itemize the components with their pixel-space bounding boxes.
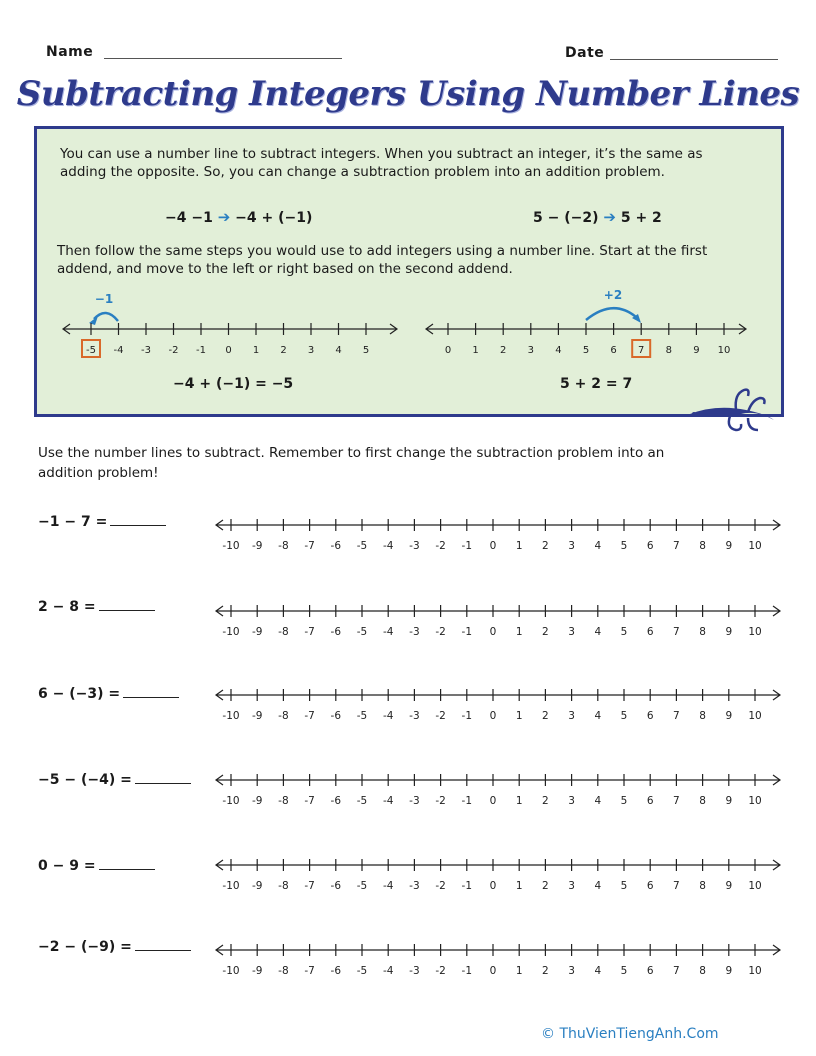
tick-label: 4 xyxy=(594,965,602,977)
tick-label: -3 xyxy=(409,795,420,807)
flourish-ornament-icon xyxy=(686,384,778,436)
problem-5-text: 0 − 9 = xyxy=(38,858,96,874)
tick-label: -4 xyxy=(113,345,124,356)
tick-label: -3 xyxy=(409,880,420,892)
example-number-line-2 xyxy=(423,286,753,366)
tick-label: -7 xyxy=(304,880,315,892)
tick-label: 2 xyxy=(542,540,549,552)
problem-2 xyxy=(38,598,155,615)
tick-label: -2 xyxy=(435,626,446,638)
steps-line-2: addend, and move to the left or right based on the second addend. xyxy=(57,261,513,277)
problem-4 xyxy=(38,771,191,788)
tick-label: 1 xyxy=(515,965,523,977)
problem-3 xyxy=(38,685,179,702)
tick-label: -4 xyxy=(382,965,394,977)
tick-label: 10 xyxy=(748,965,762,977)
intro-line-1: You can use a number line to subtract integers. When you subtract an integer, it’s the same as xyxy=(60,146,703,162)
tick-label: -5 xyxy=(86,345,96,356)
tick-label: -8 xyxy=(278,626,289,638)
tick-label: -2 xyxy=(435,965,446,977)
tick-label: -4 xyxy=(382,795,394,807)
tick-label: 3 xyxy=(568,626,575,638)
tick-label: 9 xyxy=(725,710,733,722)
tick-label: 3 xyxy=(307,345,315,356)
tick-label: 0 xyxy=(489,965,497,977)
tick-label: 7 xyxy=(673,710,680,722)
example-2 xyxy=(533,208,662,226)
tick-label: -4 xyxy=(382,710,394,722)
tick-label: 1 xyxy=(515,880,523,892)
jump-arc xyxy=(586,308,636,320)
problem-1-text: −1 − 7 = xyxy=(38,514,108,530)
tick-label: -9 xyxy=(251,880,263,892)
tick-label: -3 xyxy=(409,540,420,552)
tick-label: 6 xyxy=(646,880,654,892)
tick-label: 3 xyxy=(527,345,534,356)
tick-label: -7 xyxy=(304,540,315,552)
problem-2-text: 2 − 8 = xyxy=(38,599,96,615)
tick-label: -2 xyxy=(435,710,446,722)
tick-label: -1 xyxy=(461,795,473,807)
problem-1 xyxy=(38,513,166,530)
page-title: Subtracting Integers Using Number Lines xyxy=(16,74,800,114)
tick-label: 1 xyxy=(252,345,260,356)
tick-label: 2 xyxy=(500,345,507,356)
tick-label: -2 xyxy=(435,540,446,552)
number-line-5 xyxy=(216,859,780,892)
tick-label: 9 xyxy=(725,965,733,977)
tick-label: 4 xyxy=(594,795,602,807)
intro-line-2: adding the opposite. So, you can change a subtraction problem into an addition problem. xyxy=(60,164,665,180)
tick-label: 5 xyxy=(362,345,370,356)
number-line-1 xyxy=(216,519,780,552)
tick-label: 10 xyxy=(748,880,762,892)
tick-label: -2 xyxy=(168,345,179,356)
tick-label: 10 xyxy=(748,710,762,722)
number-line-4 xyxy=(216,774,780,807)
number-line-3 xyxy=(216,689,780,722)
tick-label: 3 xyxy=(568,965,575,977)
tick-label: -3 xyxy=(141,345,151,356)
tick-label: 7 xyxy=(673,965,680,977)
example-number-line-1 xyxy=(60,286,405,366)
tick-label: -4 xyxy=(382,540,394,552)
tick-label: -6 xyxy=(330,795,342,807)
tick-label: -8 xyxy=(278,965,289,977)
jump-label: −1 xyxy=(94,292,114,306)
tick-label: -1 xyxy=(461,626,473,638)
tick-label: 2 xyxy=(542,710,549,722)
example-1-subtraction: −4 −1 xyxy=(165,210,213,226)
problem-5 xyxy=(38,857,155,874)
tick-label: 7 xyxy=(673,626,680,638)
number-line-6 xyxy=(216,944,780,977)
tick-label: 2 xyxy=(280,345,287,356)
tick-label: 7 xyxy=(673,880,680,892)
tick-label: -6 xyxy=(330,965,342,977)
tick-label: 8 xyxy=(699,965,706,977)
tick-label: -8 xyxy=(278,540,289,552)
example-2-subtraction: 5 − (−2) xyxy=(533,210,599,226)
tick-label: 0 xyxy=(489,880,497,892)
tick-label: 9 xyxy=(725,880,733,892)
tick-label: 7 xyxy=(673,540,680,552)
tick-label: 6 xyxy=(646,795,654,807)
tick-label: 5 xyxy=(620,710,628,722)
tick-label: 1 xyxy=(515,710,523,722)
tick-label: -1 xyxy=(461,540,473,552)
tick-label: 2 xyxy=(542,880,549,892)
tick-label: 1 xyxy=(515,540,523,552)
tick-label: 5 xyxy=(620,540,628,552)
tick-label: 8 xyxy=(699,710,706,722)
tick-label: -9 xyxy=(251,710,263,722)
tick-label: 6 xyxy=(646,626,654,638)
tick-label: -9 xyxy=(251,540,263,552)
tick-label: 0 xyxy=(225,345,232,356)
tick-label: -7 xyxy=(304,626,315,638)
tick-label: -9 xyxy=(251,795,263,807)
tick-label: 8 xyxy=(699,626,706,638)
tick-label: -1 xyxy=(461,710,473,722)
tick-label: 1 xyxy=(472,345,479,356)
tick-label: 3 xyxy=(568,795,575,807)
tick-label: -4 xyxy=(382,880,394,892)
date-label: Date xyxy=(565,45,605,61)
jump-label: +2 xyxy=(603,288,623,302)
answer-blank[interactable] xyxy=(99,857,155,870)
number-line-2 xyxy=(216,605,780,638)
tick-label: 2 xyxy=(542,795,549,807)
tick-label: -3 xyxy=(409,710,420,722)
tick-label: 8 xyxy=(699,795,706,807)
answer-blank[interactable] xyxy=(135,938,191,951)
tick-label: 9 xyxy=(693,345,700,356)
tick-label: 7 xyxy=(638,345,645,356)
tick-label: 1 xyxy=(515,795,523,807)
answer-blank[interactable] xyxy=(123,685,179,698)
example-1-equation: −4 + (−1) = −5 xyxy=(173,376,294,392)
tick-label: 10 xyxy=(748,626,762,638)
tick-label: 0 xyxy=(489,710,497,722)
copyright-text: © ThuVienTiengAnh.Com xyxy=(541,1026,719,1042)
tick-label: -5 xyxy=(356,880,368,892)
tick-label: 5 xyxy=(582,345,590,356)
tick-label: 9 xyxy=(725,795,733,807)
tick-label: 4 xyxy=(335,345,342,356)
problem-4-text: −5 − (−4) = xyxy=(38,772,132,788)
tick-label: 6 xyxy=(646,710,654,722)
tick-label: -5 xyxy=(356,795,368,807)
answer-blank[interactable] xyxy=(135,771,191,784)
tick-label: 3 xyxy=(568,710,575,722)
tick-label: 10 xyxy=(717,345,731,356)
tick-label: 0 xyxy=(489,795,497,807)
tick-label: 6 xyxy=(646,965,654,977)
tick-label: -5 xyxy=(356,540,368,552)
tick-label: 6 xyxy=(646,540,654,552)
tick-label: -7 xyxy=(304,710,315,722)
tick-label: 10 xyxy=(748,540,762,552)
tick-label: 1 xyxy=(515,626,523,638)
tick-label: 0 xyxy=(489,540,497,552)
example-2-addition: 5 + 2 xyxy=(620,210,662,226)
tick-label: -3 xyxy=(409,965,420,977)
tick-label: 2 xyxy=(542,965,549,977)
tick-label: -10 xyxy=(222,626,240,638)
tick-label: 2 xyxy=(542,626,549,638)
tick-label: 9 xyxy=(725,540,733,552)
instructions-line-1: Use the number lines to subtract. Remember to first change the subtraction problem into an xyxy=(38,445,665,461)
tick-label: -5 xyxy=(356,626,368,638)
name-label: Name xyxy=(46,44,94,60)
tick-label: 4 xyxy=(594,626,602,638)
arrow-right-icon: ➔ xyxy=(603,208,616,226)
tick-label: 5 xyxy=(620,795,628,807)
tick-label: 7 xyxy=(673,795,680,807)
tick-label: 3 xyxy=(568,880,575,892)
date-field[interactable] xyxy=(610,59,778,60)
tick-label: -6 xyxy=(330,540,342,552)
answer-blank[interactable] xyxy=(99,598,155,611)
tick-label: -7 xyxy=(304,965,315,977)
tick-label: 3 xyxy=(568,540,575,552)
tick-label: 4 xyxy=(594,710,602,722)
tick-label: -6 xyxy=(330,880,342,892)
tick-label: -9 xyxy=(251,626,263,638)
tick-label: -10 xyxy=(222,540,240,552)
tick-label: -10 xyxy=(222,795,240,807)
tick-label: 4 xyxy=(555,345,562,356)
tick-label: 8 xyxy=(665,345,672,356)
name-field[interactable] xyxy=(104,58,342,59)
tick-label: 5 xyxy=(620,965,628,977)
tick-label: -3 xyxy=(409,626,420,638)
tick-label: -8 xyxy=(278,795,289,807)
tick-label: -5 xyxy=(356,710,368,722)
tick-label: 9 xyxy=(725,626,733,638)
jump-arrowhead-icon xyxy=(89,316,98,325)
steps-line-1: Then follow the same steps you would use to add integers using a number line. Start at the first xyxy=(57,243,708,259)
tick-label: -4 xyxy=(382,626,394,638)
answer-blank[interactable] xyxy=(110,513,166,526)
example-2-equation: 5 + 2 = 7 xyxy=(560,376,633,392)
tick-label: 5 xyxy=(620,880,628,892)
tick-label: 0 xyxy=(489,626,497,638)
tick-label: -5 xyxy=(356,965,368,977)
tick-label: -2 xyxy=(435,795,446,807)
problem-6-text: −2 − (−9) = xyxy=(38,939,132,955)
tick-label: -9 xyxy=(251,965,263,977)
example-1-addition: −4 + (−1) xyxy=(235,210,313,226)
tick-label: -1 xyxy=(461,965,473,977)
practice-number-lines xyxy=(200,505,800,985)
tick-label: -10 xyxy=(222,710,240,722)
tick-label: 5 xyxy=(620,626,628,638)
tick-label: 0 xyxy=(444,345,452,356)
tick-label: 8 xyxy=(699,880,706,892)
arrow-right-icon: ➔ xyxy=(217,208,231,226)
tick-label: -8 xyxy=(278,880,289,892)
tick-label: -6 xyxy=(330,626,342,638)
tick-label: -10 xyxy=(222,880,240,892)
tick-label: -6 xyxy=(330,710,342,722)
tick-label: -1 xyxy=(461,880,473,892)
tick-label: 8 xyxy=(699,540,706,552)
tick-label: 4 xyxy=(594,880,602,892)
tick-label: -8 xyxy=(278,710,289,722)
problem-6 xyxy=(38,938,191,955)
tick-label: -10 xyxy=(222,965,240,977)
problem-3-text: 6 − (−3) = xyxy=(38,686,121,702)
tick-label: -1 xyxy=(196,345,206,356)
instructions-line-2: addition problem! xyxy=(38,465,159,481)
tick-label: 4 xyxy=(594,540,602,552)
tick-label: -2 xyxy=(435,880,446,892)
tick-label: 6 xyxy=(610,345,617,356)
example-1 xyxy=(165,208,312,226)
tick-label: 10 xyxy=(748,795,762,807)
tick-label: -7 xyxy=(304,795,315,807)
